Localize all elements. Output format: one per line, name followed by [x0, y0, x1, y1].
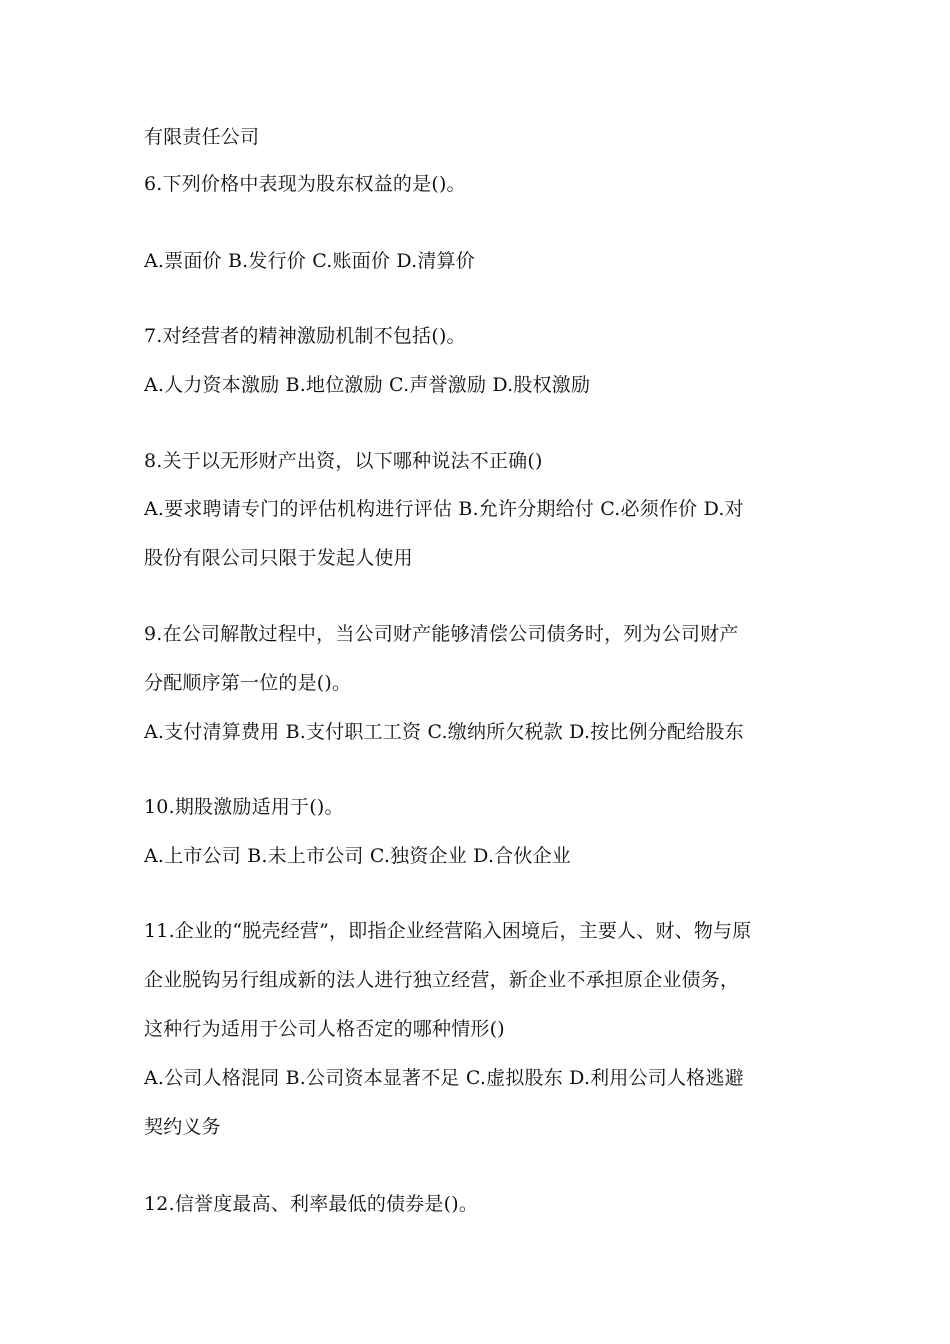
- question-8-options-line-1: A.要求聘请专门的评估机构进行评估 B.允许分期给付 C.必须作价 D.对: [144, 498, 744, 520]
- question-6-stem: 6.下列价格中表现为股东权益的是()。: [144, 173, 466, 195]
- question-11-options-line-1: A.公司人格混同 B.公司资本显著不足 C.虚拟股东 D.利用公司人格逃避: [144, 1067, 744, 1089]
- question-11-options-line-2: 契约义务: [144, 1116, 221, 1138]
- question-11-stem-line-2: 企业脱钩另行组成新的法人进行独立经营，新企业不承担原企业债务，: [144, 969, 740, 991]
- question-11-stem-line-3: 这种行为适用于公司人格否定的哪种情形(): [144, 1018, 505, 1040]
- question-11-stem-line-1: 11.企业的“脱壳经营”，即指企业经营陷入困境后，主要人、财、物与原: [144, 920, 752, 942]
- question-8-options-line-2: 股份有限公司只限于发起人使用: [144, 547, 413, 569]
- question-9-stem-line-2: 分配顺序第一位的是()。: [144, 672, 352, 694]
- question-10-stem: 10.期股激励适用于()。: [144, 796, 344, 818]
- question-6-options: A.票面价 B.发行价 C.账面价 D.清算价: [144, 250, 475, 272]
- intro-text: 有限责任公司: [144, 126, 260, 148]
- question-7-stem: 7.对经营者的精神激励机制不包括()。: [144, 325, 466, 347]
- question-7-options: A.人力资本激励 B.地位激励 C.声誉激励 D.股权激励: [144, 374, 591, 396]
- question-12-stem: 12.信誉度最高、利率最低的债券是()。: [144, 1193, 479, 1215]
- question-8-stem: 8.关于以无形财产出资，以下哪种说法不正确(): [144, 450, 543, 472]
- question-9-options: A.支付清算费用 B.支付职工工资 C.缴纳所欠税款 D.按比例分配给股东: [144, 721, 744, 743]
- question-9-stem-line-1: 9.在公司解散过程中，当公司财产能够清偿公司债务时，列为公司财产: [144, 623, 739, 645]
- question-10-options: A.上市公司 B.未上市公司 C.独资企业 D.合伙企业: [144, 845, 571, 867]
